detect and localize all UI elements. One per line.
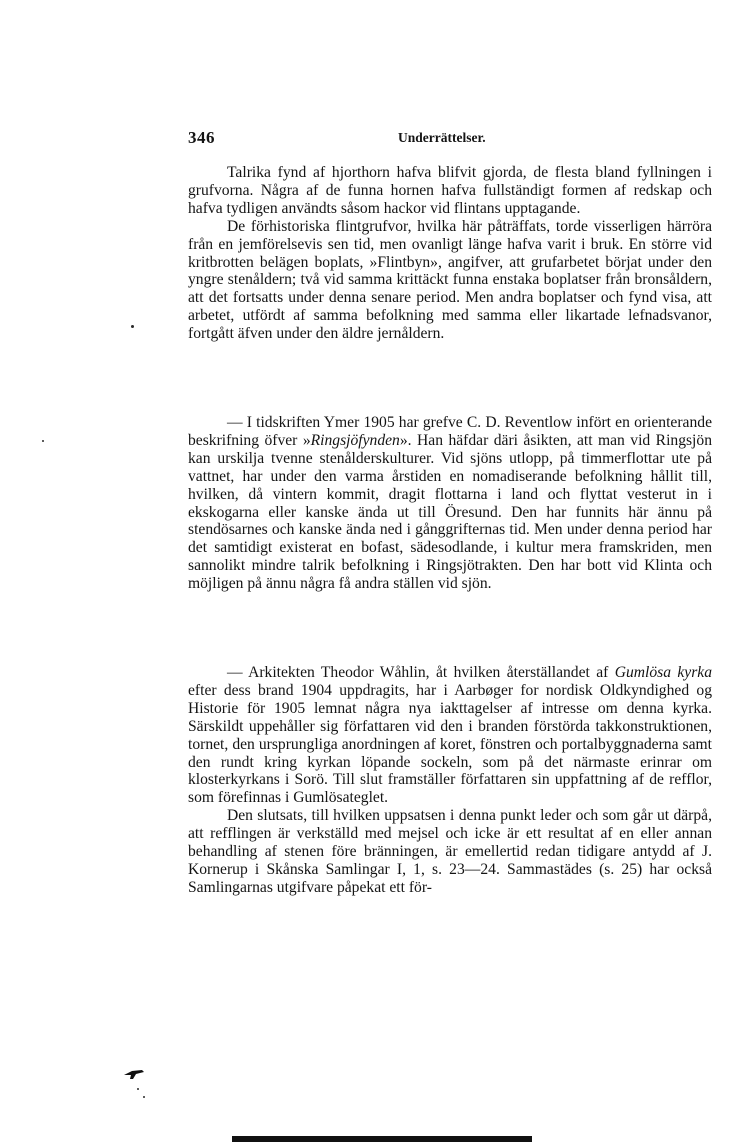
italic-title: Ringsjöfynden (310, 431, 400, 449)
paragraph-text: — I tidskriften Ymer 1905 har grefve C. D. Reventlow infört en orienterande beskrifning öfver » (188, 414, 712, 449)
paragraph: De förhistoriska flintgrufvor, hvilka här påträffats, torde visserligen härröra från en jemförelsevis sen tid, men ovanligt länge hafva varit i bruk. En större vid kritbrotten belägen boplats, »Flintbyn», angifver, att grufarbetet börjat under den yngre stenåldern; två vid samma krittäckt funna enstaka boplatser från bronsåldern, att det fortsatts under denna senare period. Men andra boplatser och fynd visa, att arbetet, utfördt af samma befolkning med samma eller likartade lefnadsvanor, fortgått äfven under den äldre jernåldern. (188, 217, 712, 343)
paragraph: Talrika fynd af hjorthorn hafva blifvit gjorda, de flesta bland fyllningen i grufvorna. Några af de funna hornen hafva fullständigt formen af redskap och hafva tydligen användts såsom hackor vid flintans upptagande. (188, 164, 712, 217)
section-flint-mines (188, 164, 712, 343)
ink-blot (122, 1066, 146, 1080)
running-head: Underrättelser. (398, 130, 486, 145)
margin-speck (143, 1096, 145, 1098)
paragraph-text: ». Han häfdar däri åsikten, att man vid Ringsjön kan urskilja tvenne stenålderskulturer. Vid sjöns utlopp, på timmerflottar ute på vattnet, har under den varma årstiden en nomadiserande befolkning hållit till, hvilken, då vintern kommit, dragit flottarna i land och flyttat vesterut in i ekskogarna eller kanske ända ut till Öresund. Den har funnits här ännu på stendösarnes och kanske ända ned i gånggrifternas tid. Men under denna period har det samtidigt existerat en bofast, sädesodlande, i kultur mera framskriden, men sannolikt mindre talrik befolkning i Ringsjötrakten. Den har bott vid Klinta och möjligen på ännu några få andra ställen vid sjön. (188, 431, 712, 593)
page-header (188, 128, 712, 150)
section-gumlosa-church (188, 664, 712, 897)
margin-speck (131, 325, 134, 328)
paragraph-text: efter dess brand 1904 uppdragits, har i Aarbøger for nordisk Oldkyndighed og Historie för 1905 lemnat några nya iakttagelser af intresse om denna kyrka. Särskildt uppehåller sig författaren vid den i branden förstörda takkonstruktionen, tornet, den ursprungliga anordningen af koret, fönstren och portalbyggnaderna samt den rundt kring kyrkan löpande sockeln, som på det närmaste erinrar om klosterkyrkans i Sorö. Till slut framställer författaren sin uppfattning af de refflor, som förefinnas i Gumlösateglet. (188, 681, 712, 807)
paragraph: Den slutsats, till hvilken uppsatsen i denna punkt leder och som går ut därpå, att refflingen är verkställd med mejsel och icke är ett resultat af en eller annan behandling af stenen före bränningen, är emellertid redan tidigare antydd af J. Kornerup i Skånska Samlingar I, 1, s. 23—24. Sammastädes (s. 25) har också Samlingarnas utgifvare påpekat ett för- (188, 807, 712, 896)
bottom-edge-rule (232, 1136, 532, 1142)
section-ringsjo-finds (188, 414, 712, 593)
paragraph (188, 414, 712, 593)
margin-speck (42, 440, 44, 442)
margin-speck (137, 1088, 139, 1090)
page-number: 346 (188, 128, 215, 147)
paragraph-text: — Arkitekten Theodor Wåhlin, åt hvilken återställandet af (227, 664, 615, 681)
italic-title: Gumlösa kyrka (614, 664, 712, 681)
paragraph (188, 664, 712, 807)
